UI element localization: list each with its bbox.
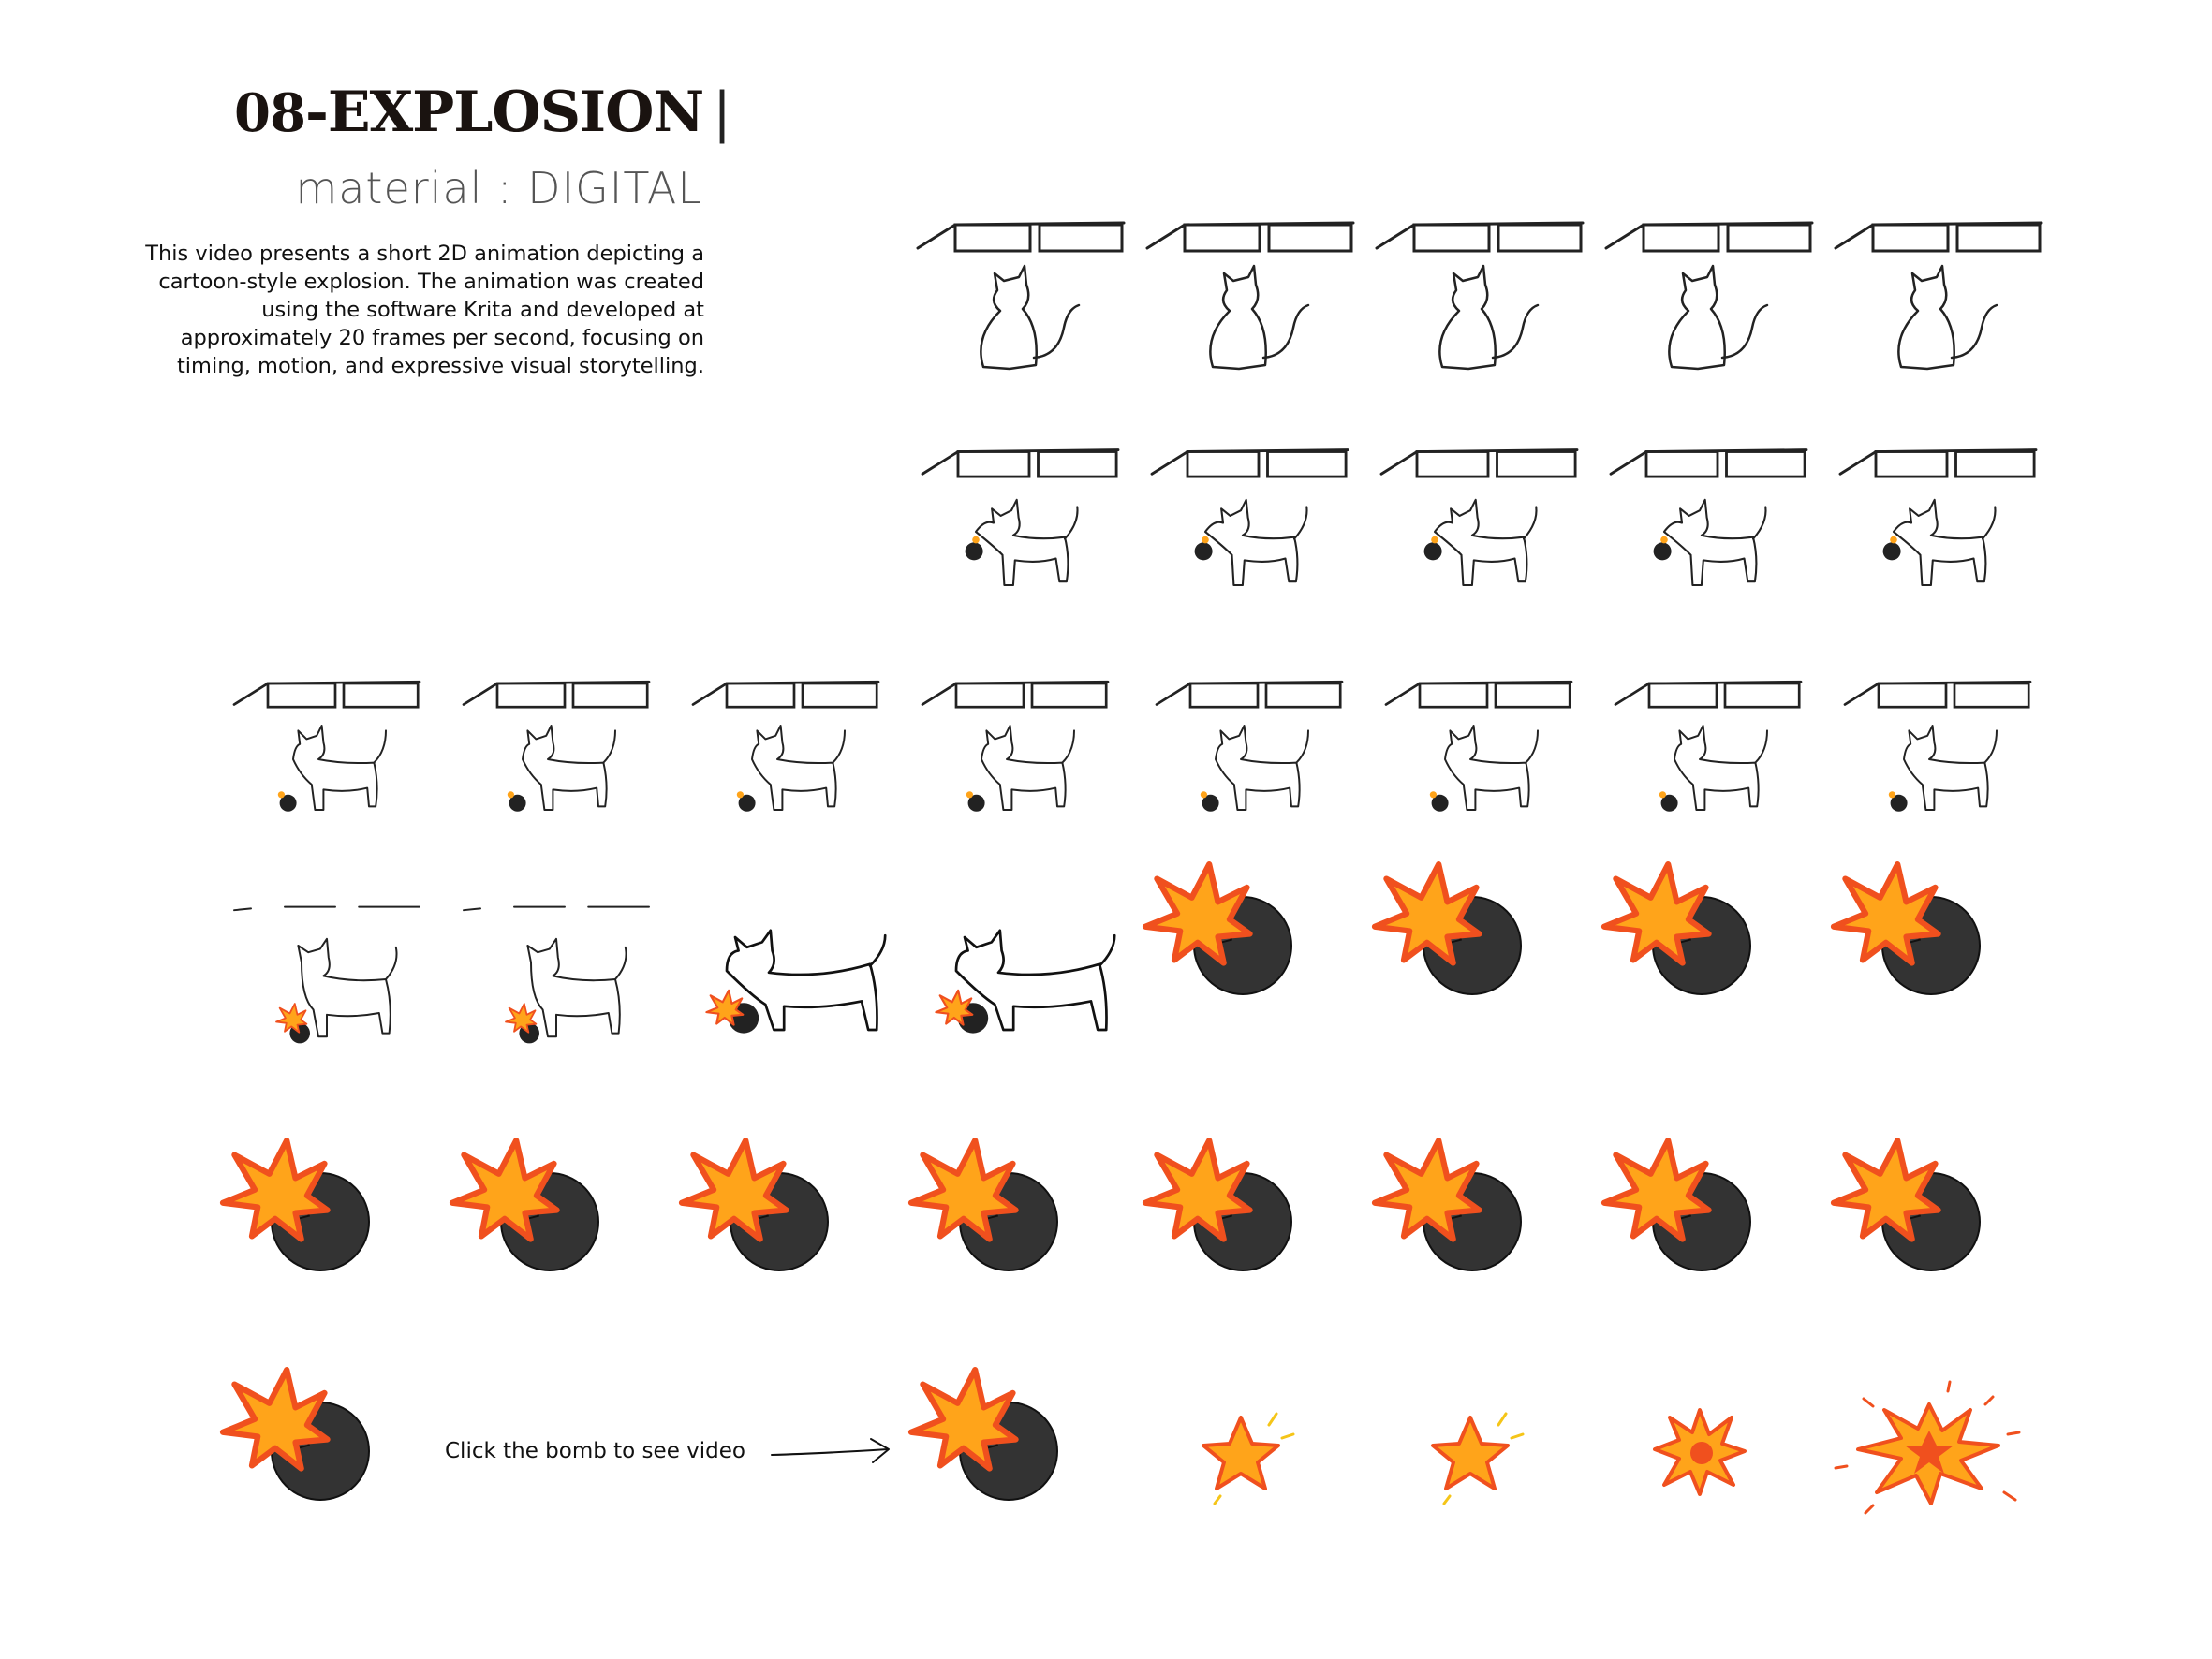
- frame-bomb-flame: [223, 1140, 369, 1270]
- frame-cat-window: [1840, 450, 2036, 585]
- frame-cat-walk: [234, 682, 420, 812]
- title-separator: -: [304, 80, 328, 145]
- title-cursor: |: [713, 81, 730, 144]
- frame-bomb-flame: [1145, 1140, 1291, 1270]
- title-text: EXPLOSION: [327, 80, 704, 145]
- project-number: 08: [234, 82, 305, 144]
- frame-burst-small: [1655, 1410, 1745, 1494]
- frame-bomb-flame: [1834, 864, 1980, 994]
- frame-cat-fuse: [234, 907, 420, 1044]
- frame-cat-window: [922, 450, 1118, 585]
- frame-bomb-flame: [911, 1140, 1057, 1270]
- frame-cat-big: [936, 931, 1114, 1034]
- frame-cat-sit: [1606, 223, 1812, 369]
- material-label: material : DIGITAL: [295, 163, 702, 213]
- frame-cat-big: [706, 931, 885, 1034]
- frame-cat-sit: [1836, 223, 2042, 369]
- frame-cat-window: [1152, 450, 1348, 585]
- frame-bomb-flame: [1375, 1140, 1521, 1270]
- frame-bomb-flame: [1145, 864, 1291, 994]
- frame-cat-window: [1381, 450, 1577, 585]
- frame-bomb-flame: [1604, 864, 1750, 994]
- frame-cat-sit: [1147, 223, 1353, 369]
- frame-bomb-flame: [1834, 1140, 1980, 1270]
- frame-cat-sit: [918, 223, 1124, 369]
- frame-bomb-flame: [1375, 864, 1521, 994]
- frame-bomb-flame: [682, 1140, 828, 1270]
- frame-cat-fuse: [464, 907, 649, 1044]
- frame-cat-walk: [464, 682, 649, 812]
- frame-cat-walk: [1615, 682, 1801, 812]
- frame-cat-walk: [1157, 682, 1342, 812]
- frame-cat-walk: [922, 682, 1108, 812]
- frame-bomb-flame: [1604, 1140, 1750, 1270]
- frame-star: [1203, 1414, 1293, 1504]
- frame-bomb-flame: [452, 1140, 598, 1270]
- frame-burst-large: [1836, 1382, 2019, 1513]
- project-description: This video presents a short 2D animation depicting a cartoon-style explosion. The animation was created using the software Krita and developed at approximately 20 frames per second, focusing on timing, motion, and expressive visual storytelling.: [145, 242, 704, 378]
- frame-cat-walk: [1845, 682, 2030, 812]
- frame-cat-walk: [693, 682, 878, 812]
- frame-star: [1433, 1414, 1523, 1504]
- frame-cat-sit: [1377, 223, 1583, 369]
- video-hint: Click the bomb to see video: [445, 1439, 745, 1463]
- frame-bomb-flame[interactable]: [911, 1370, 1057, 1500]
- frame-bomb-flame[interactable]: [223, 1370, 369, 1500]
- frame-cat-window: [1611, 450, 1806, 585]
- frame-cat-walk: [1386, 682, 1571, 812]
